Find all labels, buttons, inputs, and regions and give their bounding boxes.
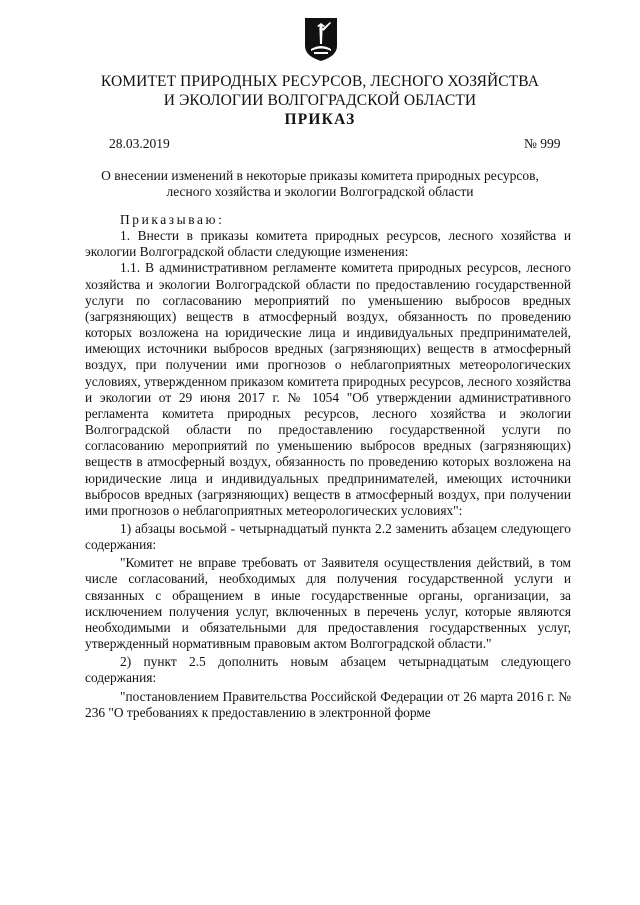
paragraph-quote-2: "постановлением Правительства Российской Федерации от 26 марта 2016 г. № 236 "О требованиях к предоставлению в электронной форме	[85, 688, 571, 720]
paragraph-item-2: 2) пункт 2.5 дополнить новым абзацем четырнадцатым следующего содержания:	[85, 654, 571, 686]
paragraph-1: 1. Внести в приказы комитета природных ресурсов, лесного хозяйства и экологии Волгоградской области следующие изменения:	[85, 228, 571, 260]
volgograd-coat-of-arms-icon	[303, 16, 339, 62]
order-subject	[70, 168, 570, 200]
paragraph-quote-1: "Комитет не вправе требовать от Заявителя осуществления действий, в том числе согласований, необходимых для получения государственной услуги и связанных с обращением в иные государственные органы, организации, за исключением получения услуг, включенных в перечень услуг, которые являются необходимыми и обязательными для предоставления государственных услуг, утвержденный нормативным правовым актом Волгоградской области."	[85, 555, 571, 652]
document-type-title: ПРИКАЗ	[284, 111, 356, 128]
order-subject-line-1: О внесении изменений в некоторые приказы комитета природных ресурсов,	[101, 168, 539, 183]
order-number: № 999	[524, 136, 561, 151]
org-name-line-2: И ЭКОЛОГИИ ВОЛГОГРАДСКОЙ ОБЛАСТИ	[163, 92, 477, 109]
order-body	[85, 212, 571, 721]
order-subject-line-2: лесного хозяйства и экологии Волгоградской области	[166, 184, 474, 199]
order-date: 28.03.2019	[109, 136, 170, 151]
paragraph-item-1: 1) абзацы восьмой - четырнадцатый пункта 2.2 заменить абзацем следующего содержания:	[85, 520, 571, 553]
order-word: Приказываю:	[120, 212, 225, 227]
org-name-line-1: КОМИТЕТ ПРИРОДНЫХ РЕСУРСОВ, ЛЕСНОГО ХОЗЯЙСТВА	[100, 73, 540, 90]
paragraph-1-1: 1.1. В административном регламенте комитета природных ресурсов, лесного хозяйства и экологии Волгоградской области по предоставлению государственной услуги по согласованию мероприятий по уменьшению выбросов вредных (загрязняющих) веществ в атмосферный воздух, обязанность по проведению которых возложена на юридические лица и индивидуальных предпринимателей, имеющих источники выбросов вредных (загрязняющих) веществ в атмосферный воздух, при получении ими прогнозов о неблагоприятных метеорологических условиях, утвержденном приказом комитета природных ресурсов, лесного хозяйства и экологии от 29 июня 2017 г. № 1054 "Об утверждении административного регламента комитета природных ресурсов, лесного хозяйства и экологии Волгоградской области по предоставлению государственной услуги по согласованию мероприятий по уменьшению выбросов вредных (загрязняющих) веществ в атмосферный воздух, обязанность по проведению которых возложена на юридические лица и индивидуальных предпринимателей, имеющих источники выбросов вредных (загрязняющих) веществ в атмосферный воздух, при получении ими прогнозов о неблагоприятных метеорологических условиях":	[85, 260, 571, 518]
